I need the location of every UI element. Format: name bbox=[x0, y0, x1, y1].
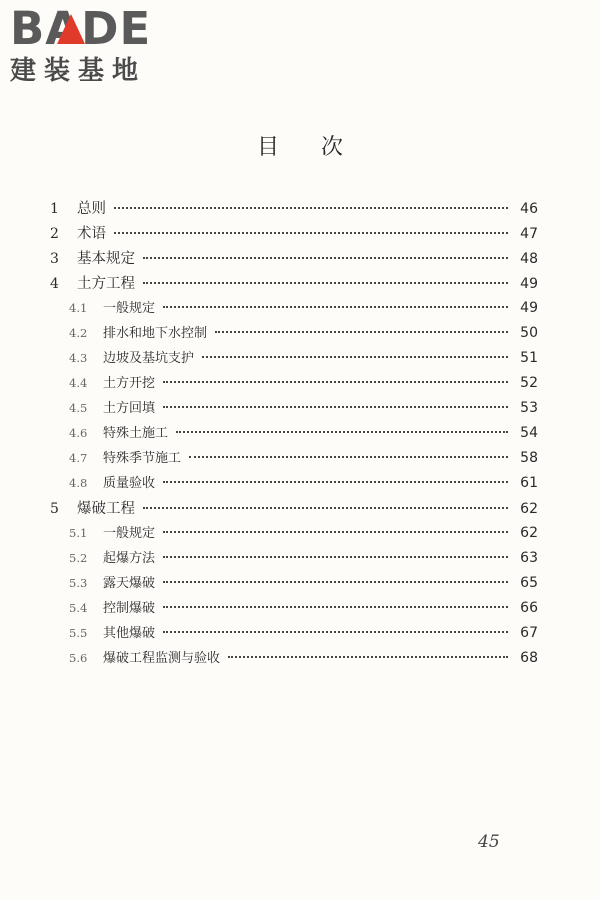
dot-leader bbox=[215, 331, 508, 333]
dot-leader bbox=[202, 356, 508, 358]
toc-entry[interactable] bbox=[50, 472, 538, 497]
toc-entry-label: 土方开挖 bbox=[103, 376, 156, 391]
toc-entry[interactable] bbox=[50, 372, 538, 397]
toc-entry-page: 50 bbox=[520, 325, 538, 341]
logo-triangle-icon bbox=[57, 14, 85, 44]
toc-entry-number: 5.1 bbox=[69, 526, 88, 540]
toc-entry-page: 53 bbox=[520, 400, 538, 416]
toc-entry-label: 起爆方法 bbox=[103, 551, 156, 566]
toc-entry-number: 4.2 bbox=[69, 326, 88, 340]
toc-entry[interactable] bbox=[50, 422, 538, 447]
toc-entry-label: 质量验收 bbox=[103, 476, 156, 491]
toc-entry[interactable] bbox=[50, 647, 538, 672]
dot-leader bbox=[163, 531, 508, 533]
toc-entry-number: 5.4 bbox=[69, 601, 88, 615]
toc-entry-label: 总则 bbox=[77, 201, 106, 217]
toc-entry-page: 61 bbox=[520, 475, 538, 491]
toc-entry-page: 58 bbox=[520, 450, 538, 466]
bade-logo bbox=[10, 2, 180, 86]
toc-entry[interactable] bbox=[50, 497, 538, 522]
dot-leader bbox=[114, 207, 508, 209]
dot-leader bbox=[143, 282, 508, 284]
toc-entry-page: 48 bbox=[520, 251, 538, 267]
toc-entry-number: 5.5 bbox=[69, 626, 88, 640]
toc-entry-page: 51 bbox=[520, 350, 538, 366]
dot-leader bbox=[163, 556, 508, 558]
dot-leader bbox=[163, 306, 508, 308]
toc-entry-number: 5.3 bbox=[69, 576, 88, 590]
toc-entry-number: 2 bbox=[50, 226, 59, 242]
toc-entry-label: 其他爆破 bbox=[103, 626, 156, 641]
toc-entry[interactable] bbox=[50, 297, 538, 322]
toc-entry-number: 4.4 bbox=[69, 376, 88, 390]
toc-entry[interactable] bbox=[50, 547, 538, 572]
toc-entry[interactable] bbox=[50, 222, 538, 247]
toc-entry[interactable] bbox=[50, 447, 538, 472]
toc-entry[interactable] bbox=[50, 197, 538, 222]
toc-entry[interactable] bbox=[50, 347, 538, 372]
dot-leader bbox=[176, 431, 508, 433]
toc-entry-number: 4.3 bbox=[69, 351, 88, 365]
dot-leader bbox=[189, 456, 508, 458]
toc-entry-number: 4 bbox=[50, 276, 59, 292]
dot-leader bbox=[163, 581, 508, 583]
toc-entry-number: 5.6 bbox=[69, 651, 88, 665]
toc-entry[interactable] bbox=[50, 572, 538, 597]
toc-entry-label: 土方回填 bbox=[103, 401, 156, 416]
page-number: 45 bbox=[478, 832, 500, 852]
dot-leader bbox=[163, 631, 508, 633]
toc-entry-page: 62 bbox=[520, 525, 538, 541]
toc-entry-page: 65 bbox=[520, 575, 538, 591]
toc-entry-page: 66 bbox=[520, 600, 538, 616]
toc-entry-number: 4.8 bbox=[69, 476, 88, 490]
toc-entry-label: 土方工程 bbox=[77, 276, 135, 292]
toc-entry-label: 一般规定 bbox=[103, 526, 156, 541]
dot-leader bbox=[163, 481, 508, 483]
logo-subtitle: 建装基地 bbox=[10, 56, 147, 86]
toc-entry[interactable] bbox=[50, 597, 538, 622]
toc-entry-label: 边坡及基坑支护 bbox=[103, 351, 195, 366]
table-of-contents bbox=[50, 197, 538, 672]
toc-entry-label: 特殊土施工 bbox=[103, 426, 169, 441]
logo-mark bbox=[10, 2, 180, 55]
dot-leader bbox=[228, 656, 508, 658]
toc-entry-page: 63 bbox=[520, 550, 538, 566]
dot-leader bbox=[163, 606, 508, 608]
toc-entry-number: 4.5 bbox=[69, 401, 88, 415]
toc-title: 目次 bbox=[256, 135, 385, 160]
toc-entry-number: 3 bbox=[50, 251, 59, 267]
toc-entry-label: 爆破工程 bbox=[77, 501, 135, 517]
toc-entry-number: 5 bbox=[50, 501, 59, 517]
toc-entry[interactable] bbox=[50, 397, 538, 422]
toc-entry-number: 5.2 bbox=[69, 551, 88, 565]
toc-entry-label: 露天爆破 bbox=[103, 576, 156, 591]
dot-leader bbox=[143, 507, 508, 509]
toc-entry-page: 49 bbox=[520, 276, 538, 292]
toc-entry-page: 62 bbox=[520, 501, 538, 517]
toc-entry[interactable] bbox=[50, 522, 538, 547]
toc-entry[interactable] bbox=[50, 322, 538, 347]
toc-entry-label: 基本规定 bbox=[77, 251, 135, 267]
dot-leader bbox=[163, 406, 508, 408]
toc-entry-page: 67 bbox=[520, 625, 538, 641]
toc-entry-label: 术语 bbox=[77, 226, 106, 242]
toc-entry-number: 4.1 bbox=[69, 301, 88, 315]
toc-entry-page: 49 bbox=[520, 300, 538, 316]
toc-entry-label: 爆破工程监测与验收 bbox=[103, 651, 221, 666]
toc-entry-number: 4.6 bbox=[69, 426, 88, 440]
toc-entry[interactable] bbox=[50, 272, 538, 297]
dot-leader bbox=[143, 257, 508, 259]
toc-entry[interactable] bbox=[50, 622, 538, 647]
toc-entry-page: 68 bbox=[520, 650, 538, 666]
toc-entry-number: 4.7 bbox=[69, 451, 88, 465]
toc-entry-page: 47 bbox=[520, 226, 538, 242]
logo-mark-text: BADE bbox=[10, 2, 152, 55]
toc-entry-page: 54 bbox=[520, 425, 538, 441]
toc-entry[interactable] bbox=[50, 247, 538, 272]
toc-entry-label: 一般规定 bbox=[103, 301, 156, 316]
toc-entry-number: 1 bbox=[50, 201, 59, 217]
dot-leader bbox=[114, 232, 508, 234]
toc-entry-label: 特殊季节施工 bbox=[103, 451, 182, 466]
toc-entry-label: 排水和地下水控制 bbox=[103, 326, 208, 341]
toc-entry-label: 控制爆破 bbox=[103, 601, 156, 616]
toc-entry-page: 52 bbox=[520, 375, 538, 391]
dot-leader bbox=[163, 381, 508, 383]
toc-entry-page: 46 bbox=[520, 201, 538, 217]
